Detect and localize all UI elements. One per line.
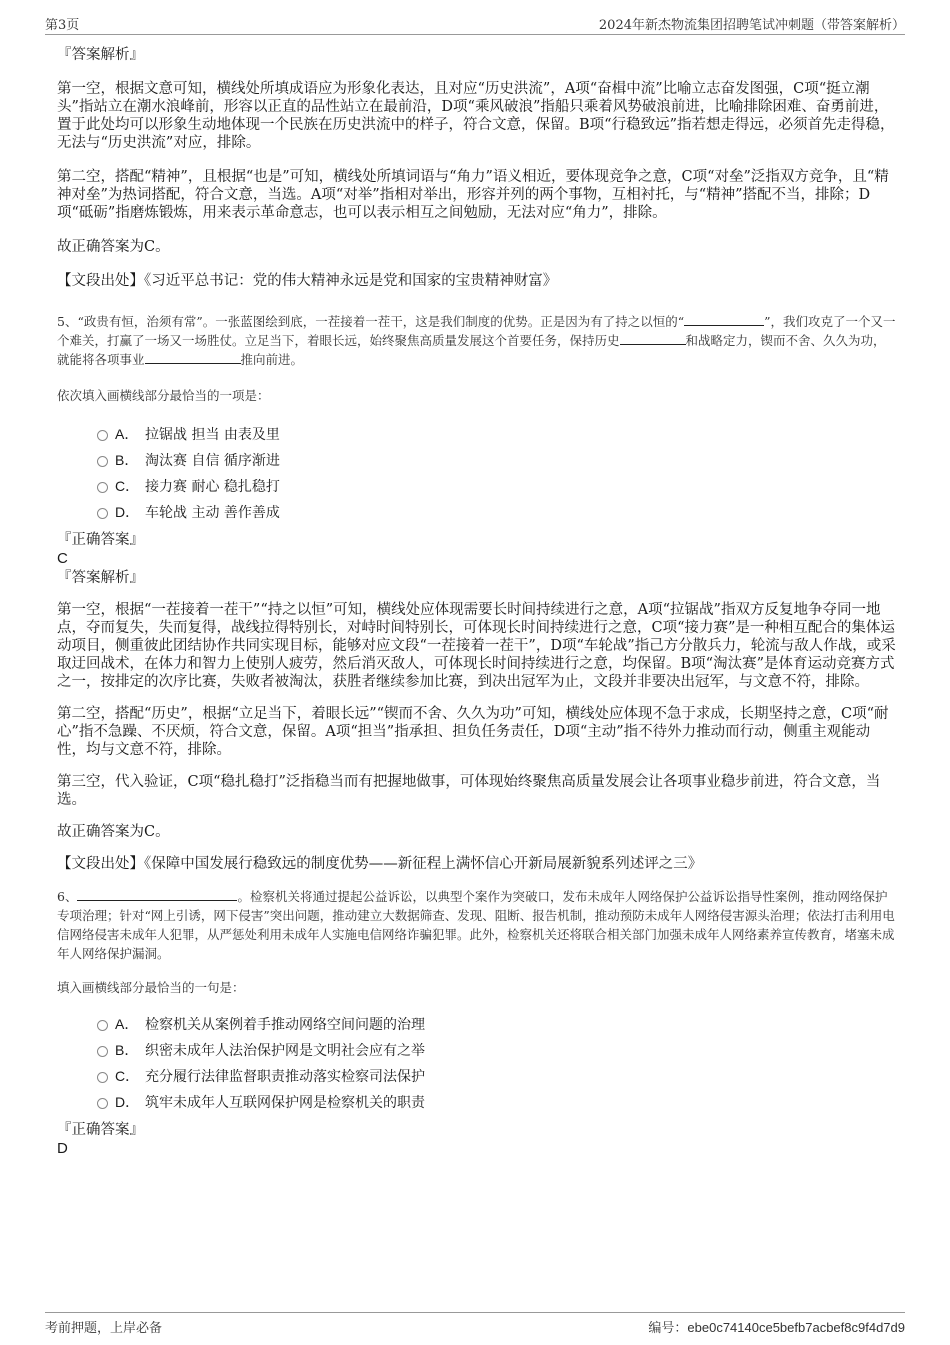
q4-analysis-para-2: 第二空，搭配“精神”，且根据“也是”可知，横线处所填词语与“角力”语义相近，要体现竞争之意，C项“对垒”泛指双方竞争，且“精神对垒”为热词搭配，符合文意，当选。A项“对举”指相对举出，形容并列的两个事物，互相衬托，与“精神”搭配不当，排除；D项“砥砺”指磨炼锻炼，用来表示革命意志，也可以表示相互之间勉励，无法对应“角力”，排除。 bbox=[57, 169, 889, 221]
q6-stem bbox=[57, 887, 897, 963]
q6-stem-text: 。检察机关将通过提起公益诉讼，以典型个案作为突破口，发布未成年人网络保护公益诉讼指导性案例，推动网络保护专项治理；针对“网上引诱，网下侵害”突出问题，推动建立大数据筛查、发现、阻断、报告机制，推动预防未成年人网络侵害源头治理；依法打击利用电信网络侵害未成年人犯罪，从严惩处利用未成年人实施电信网络诈骗犯罪。此外，检察机关还将联合相关部门加强未成年人网络素养宣传教育，堵塞未成年人网络保护漏洞。 bbox=[57, 889, 895, 961]
q5-stem-part-2: ”，我们攻克了一个又一个难关，打赢了一场又一场胜仗。立足当下，着眼长远，始终聚焦高质量发展这个首要任务，保持历史 bbox=[57, 314, 896, 348]
q5-prompt: 依次填入画横线部分最恰当的一项是： bbox=[57, 388, 270, 403]
page-header bbox=[45, 12, 905, 35]
option-letter: D． bbox=[115, 1094, 140, 1110]
document-title: 2024年新杰物流集团招聘笔试冲刺题（带答案解析） bbox=[598, 18, 905, 33]
q4-conclusion: 故正确答案为C。 bbox=[57, 239, 170, 255]
q6-option-d[interactable] bbox=[57, 1089, 897, 1115]
q4-source: 【文段出处】《习近平总书记：党的伟大精神永远是党和国家的宝贵精神财富》 bbox=[57, 273, 558, 289]
q5-analysis-para-3: 第三空，代入验证，C项“稳扎稳打”泛指稳当而有把握地做事，可体现始终聚焦高质量发展会让各项事业稳步前进，符合文意，当选。 bbox=[57, 774, 881, 808]
q5-options bbox=[57, 421, 897, 525]
radio-icon[interactable] bbox=[97, 508, 108, 519]
radio-icon[interactable] bbox=[97, 1046, 108, 1057]
footer-slogan: 考前押题，上岸必备 bbox=[45, 1321, 163, 1336]
footer-code-label: 编号： bbox=[648, 1321, 688, 1336]
q5-analysis-para-1: 第一空，根据“一茬接着一茬干”“持之以恒”可知，横线处应体现需要长时间持续进行之意，A项“拉锯战”指双方反复地争夺同一地点，夺而复失，失而复得，战线拉得特别长，对峙时间特别长，可体现长时间持续进行之意，C项“接力赛”是一种相互配合的集体运动项目，侧重彼此团结协作共同实现目标，能够对应文段“一茬接着一茬干”，D项“车轮战”指己方分散兵力，轮流与敌人作战，或采取迂回战术，在体力和智力上使别人疲劳，然后消灭敌人，可体现长时间持续进行之意，均保留。B项“淘汰赛”是体育运动竞赛方式之一，按排定的次序比赛，失败者被淘汰，获胜者继续参加比赛，到决出冠军为止，文段并非要决出冠军，与文意不符，排除。 bbox=[57, 602, 896, 690]
q5-analysis-para-2: 第二空，搭配“历史”，根据“立足当下，着眼长远”“锲而不舍、久久为功”可知，横线处应体现不急于求成，长期坚持之意，C项“耐心”指不急躁、不厌烦，符合文意，保留。A项“担当”指承担、担负任务责任，D项“主动”指不待外力推动而行动，侧重主观能动性，均与文意不符，排除。 bbox=[57, 706, 889, 758]
option-text: 织密未成年人法治保护网是文明社会应有之举 bbox=[145, 1043, 425, 1059]
option-text: 车轮战 主动 善作善成 bbox=[145, 505, 280, 521]
radio-icon[interactable] bbox=[97, 456, 108, 467]
q5-stem-part-1: 5、“政贵有恒，治须有常”。一张蓝图绘到底，一茬接着一茬干，这是我们制度的优势。正是因为有了持之以恒的“ bbox=[57, 314, 685, 329]
q5-option-b[interactable] bbox=[57, 447, 897, 473]
option-text: 淘汰赛 自信 循序渐进 bbox=[145, 453, 280, 469]
page-content bbox=[57, 46, 897, 1159]
option-letter: C． bbox=[115, 1068, 140, 1084]
q5-conclusion: 故正确答案为C。 bbox=[57, 824, 170, 840]
q6-number: 6、 bbox=[57, 889, 78, 904]
q5-stem-part-3: 和战略定力，锲而不舍、久久为功，就能将各项事业 bbox=[57, 333, 886, 367]
option-text: 检察机关从案例着手推动网络空间问题的治理 bbox=[145, 1017, 425, 1033]
q5-stem-part-4: 推向前进。 bbox=[240, 352, 304, 367]
q5-blank-1 bbox=[684, 313, 764, 326]
q5-option-c[interactable] bbox=[57, 473, 897, 499]
footer-code bbox=[648, 1317, 905, 1336]
radio-icon[interactable] bbox=[97, 1072, 108, 1083]
option-letter: A． bbox=[115, 1016, 139, 1032]
page-footer bbox=[45, 1312, 905, 1337]
option-letter: A． bbox=[115, 426, 139, 442]
q5-source: 【文段出处】《保障中国发展行稳致远的制度优势——新征程上满怀信心开新局展新貌系列述评之三》 bbox=[57, 856, 703, 872]
q5-correct-answer: C bbox=[57, 550, 68, 567]
radio-icon[interactable] bbox=[97, 482, 108, 493]
q5-blank-3 bbox=[145, 351, 241, 364]
q6-option-c[interactable] bbox=[57, 1063, 897, 1089]
option-letter: D． bbox=[115, 504, 140, 520]
radio-icon[interactable] bbox=[97, 1020, 108, 1031]
q6-option-b[interactable] bbox=[57, 1037, 897, 1063]
q4-analysis-label: 『答案解析』 bbox=[57, 47, 144, 63]
option-letter: B． bbox=[115, 452, 139, 468]
q5-option-d[interactable] bbox=[57, 499, 897, 525]
q5-blank-2 bbox=[620, 332, 686, 345]
q5-analysis-label: 『答案解析』 bbox=[57, 570, 144, 586]
radio-icon[interactable] bbox=[97, 430, 108, 441]
q6-prompt: 填入画横线部分最恰当的一句是： bbox=[57, 980, 245, 995]
option-text: 筑牢未成年人互联网保护网是检察机关的职责 bbox=[145, 1095, 425, 1111]
q6-option-a[interactable] bbox=[57, 1011, 897, 1037]
option-letter: C． bbox=[115, 478, 140, 494]
q5-option-a[interactable] bbox=[57, 421, 897, 447]
q6-options bbox=[57, 1011, 897, 1115]
footer-code-value: ebe0c74140ce5befb7acbef8c9f4d7d9 bbox=[687, 1320, 905, 1335]
q5-stem bbox=[57, 312, 897, 369]
q4-analysis-para-1: 第一空，根据文意可知，横线处所填成语应为形象化表达，且对应“历史洪流”，A项“奋楫中流”比喻立志奋发图强，C项“挺立潮头”指站立在潮水浪峰前，形容以正直的品性站立在最前沿，D项“乘风破浪”指船只乘着风势破浪前进，比喻排除困难、奋勇前进，置于此处均可以形象生动地体现一个民族在历史洪流中的样子，符合文意，保留。B项“行稳致远”指若想走得远，必须首先走得稳，无法与“历史洪流”对应，排除。 bbox=[57, 81, 895, 151]
option-text: 接力赛 耐心 稳扎稳打 bbox=[145, 479, 280, 495]
option-letter: B． bbox=[115, 1042, 139, 1058]
option-text: 充分履行法律监督职责推动落实检察司法保护 bbox=[145, 1069, 425, 1085]
option-text: 拉锯战 担当 由表及里 bbox=[145, 427, 280, 443]
q6-correct-label: 『正确答案』 bbox=[57, 1122, 144, 1138]
q5-correct-label: 『正确答案』 bbox=[57, 532, 144, 548]
radio-icon[interactable] bbox=[97, 1098, 108, 1109]
q6-blank bbox=[77, 888, 237, 901]
q6-correct-answer: D bbox=[57, 1140, 68, 1157]
page-number: 第3页 bbox=[45, 18, 80, 33]
